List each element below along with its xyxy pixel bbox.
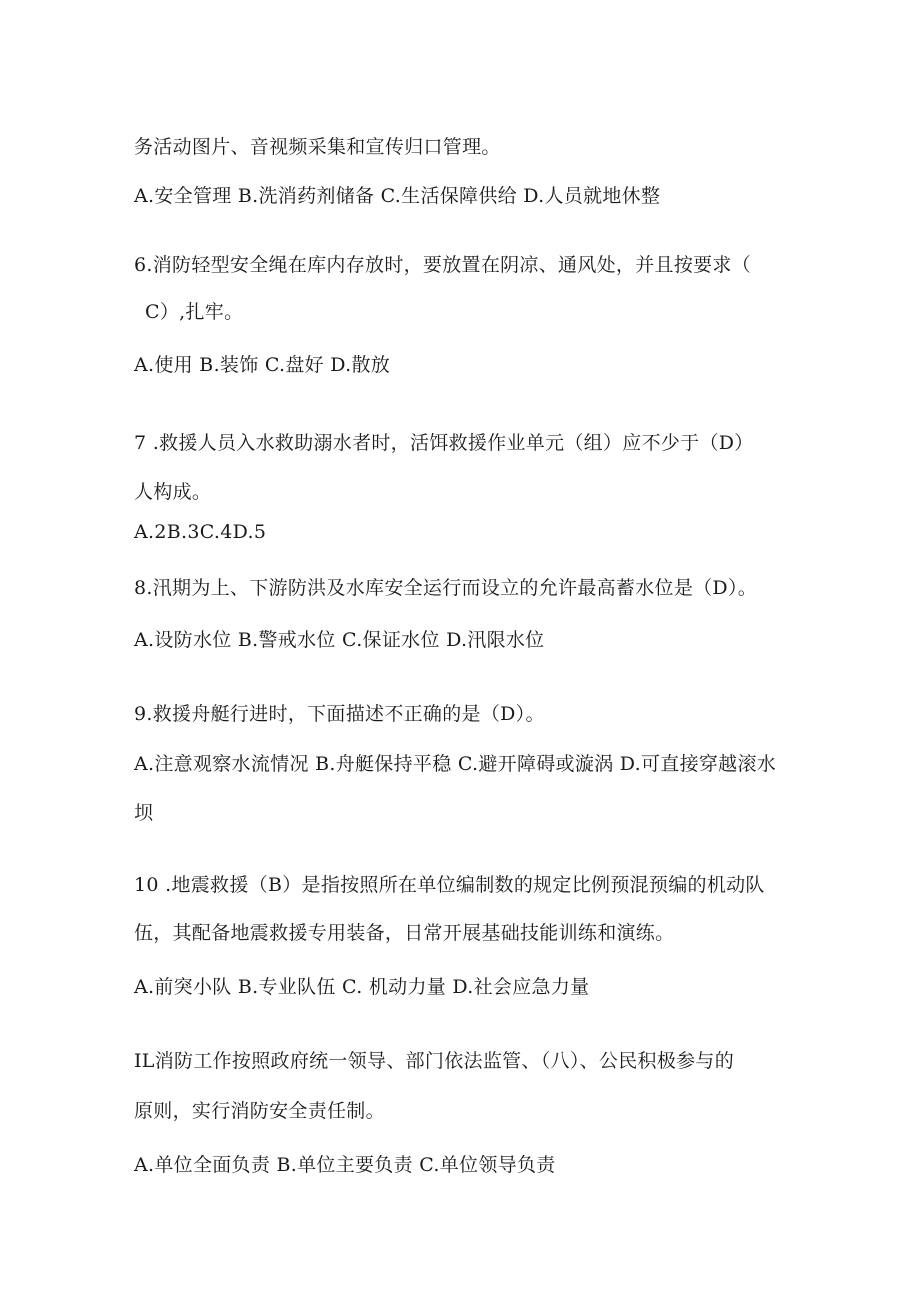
q9-options-cont: 坝 [134, 802, 154, 824]
q10-options: A.前突小队 B.专业队伍 C. 机动力量 D.社会应急力量 [134, 976, 590, 998]
q11-options: A.单位全面负责 B.单位主要负责 C.单位领导负责 [134, 1154, 556, 1176]
q8-question: 8.汛期为上、下游防洪及水库安全运行而设立的允许最高蓄水位是（D）。 [134, 577, 758, 599]
q6-question-cont: C）,扎牢。 [145, 301, 244, 323]
q10-question: 10 .地震救援（B）是指按照所在单位编制数的规定比例预混预编的机动队 [134, 874, 765, 896]
q6-question: 6.消防轻型安全绳在库内存放时，要放置在阴凉、通风处，并且按要求（ [134, 254, 752, 276]
q7-question: 7 .救援人员入水救助溺水者时，活饵救援作业单元（组）应不少于（D） [134, 432, 754, 454]
q6-options: A.使用 B.装饰 C.盘好 D.散放 [134, 354, 391, 376]
q10-question-cont: 伍，其配备地震救援专用装备，日常开展基础技能训练和演练。 [134, 922, 675, 944]
q11-question-cont: 原则，实行消防安全责任制。 [134, 1100, 385, 1122]
q11-question: IL消防工作按照政府统一领导、部门依法监管、（八）、公民积极参与的 [134, 1050, 735, 1072]
q7-question-cont: 人构成。 [134, 481, 212, 503]
q8-options: A.设防水位 B.警戒水位 C.保证水位 D.汛限水位 [134, 629, 545, 651]
text-line-continuation: 务活动图片、音视频采集和宣传归口管理。 [134, 136, 501, 158]
q7-options: A.2B.3C.4D.5 [134, 521, 267, 543]
q9-question: 9.救援舟艇行进时，下面描述不正确的是（D）。 [134, 703, 545, 725]
q9-options: A.注意观察水流情况 B.舟艇保持平稳 C.避开障碍或漩涡 D.可直接穿越滚水 [134, 753, 777, 775]
q5-options: A.安全管理 B.洗消药剂储备 C.生活保障供给 D.人员就地休整 [134, 185, 661, 207]
